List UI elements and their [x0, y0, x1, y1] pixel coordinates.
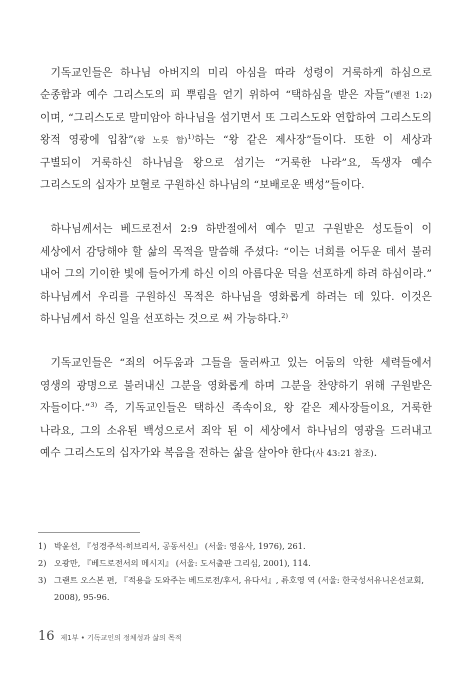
scripture-reference: (사 43:21 참조) [312, 448, 374, 459]
body-text [40, 62, 432, 487]
footnote [38, 538, 434, 555]
paragraph: 하나님께서는 베드로전서 2:9 하반절에서 예수 믿고 구원받은 성도들이 이 세상에서 감당해야 할 삶의 목적을 말씀해 주셨다: “이는 너희를 어두운 데서 불러 내어 그의 기이한 빛에 들어가게 하신 이의 아름다운 덕을 선포하게 하려 하심이라.” 하나님께서 우리를 구원하신 목적은 하나님을 영화롭게 하려는 데 있다. 이것은 하나님께서 하신 일을 선포하는 것으로 써 가능하다.$^{2)}$ [40, 223, 432, 326]
footnote-marker: 2) [281, 312, 289, 321]
footnote-marker: 3) [90, 401, 98, 410]
parenthetical-note: (왕 노릇 함) [133, 135, 188, 146]
page-number: 16 [38, 629, 55, 644]
paragraph: 기독교인들은 하나님 아버지의 미리 아심을 따라 성령이 거룩하게 하심으로 순종함과 예수 그리스도의 피 뿌림을 얻기 위하여 “택하심을 받은 자들”(벧전 1:2)이며, “그리스도로 말미암아 하나님을 섬기면서 또 그리스도와 연합하여 그리스도의 왕적 영광에 입참”(왕 노릇 함)$^{1)}$하는 “왕 같은 제사장”들이다. 또한 이 세상과 구별되이 거룩하신 하나님을 왕으로 섬기는 “거룩한 나라”요, 독생자 예수 그리스도의 십자가 보혈로 구원하신 하나님의 “보배로운 백성”들이다. [40, 67, 432, 192]
footnote-text: 그랜트 오스본 편, 『적용을 도와주는 베드로전/후서, 유다서』, 류호영 역 (서울: 한국성서유니온선교회, 2008), 95-96. [54, 575, 424, 602]
footnotes [38, 538, 434, 606]
footnote-text: 오광만, 『베드로전서의 메시지』 (서울: 도서출판 그리심, 2001), 114. [54, 558, 311, 568]
footnote-divider [38, 532, 140, 533]
paragraph: 기독교인들은 “죄의 어두움과 그들을 둘러싸고 있는 어둠의 악한 세력들에서 영생의 광명으로 불러내신 그분을 영화롭게 하며 그분을 찬양하기 위해 구원받은 자들이다.”$^{3)}$ 즉, 기독교인들은 택하신 족속이요, 왕 같은 제사장들이요, 거룩한 나라요, 그의 소유된 백성으로서 죄악 된 이 세상에서 하나님의 영광을 드러내고 예수 그리스도의 십자가와 복음을 전하는 삶을 살아야 한다(사 43:21 참조). [40, 357, 432, 460]
scripture-reference: (벧전 1:2) [390, 90, 432, 101]
page-footer [38, 629, 182, 644]
footnote-number: 2) [38, 558, 47, 568]
footnote-text: 박윤선, 『성경주석-히브리서, 공동서신』 (서울: 영음사, 1976), 261. [54, 541, 306, 551]
footnote-marker: 1) [187, 133, 195, 142]
footnote [38, 555, 434, 572]
running-head: 제1부 • 기독교인의 정체성과 삶의 목적 [60, 634, 182, 642]
footnote-number: 1) [38, 541, 47, 551]
footnote [38, 572, 434, 606]
footnote-number: 3) [38, 575, 47, 585]
